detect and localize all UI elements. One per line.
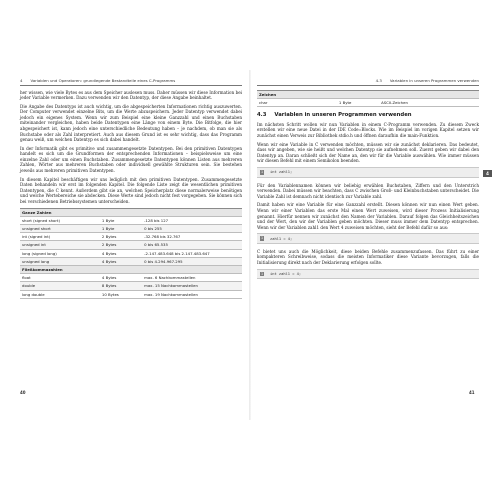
right-paragraph-1: Im nächsten Schritt wollen wir nun Variablen in einem C-Programm verwenden. Zu diesem Zweck erstellen wir eine neue Datei in der IDE Code::Blocks. Wie im Beispiel im vorigen Kapitel setzen wir zunächst einen Verweis zur Bibliothek stdio.h und öffnen daraufhin die main-Funktion. — [257, 121, 479, 138]
table-row: double 8 Bytes max. 15 Nachkommastellen — [20, 282, 242, 290]
datatype-table — [20, 208, 242, 299]
table-row: unsigned int 2 Bytes 0 bis 65.535 — [20, 241, 242, 249]
right-header-section: 4.3 — [375, 78, 382, 83]
code-listing-1 — [257, 167, 479, 178]
char-table — [257, 90, 479, 107]
table-row: long (signed long) 4 Bytes -2.147.483.648 bis 2.147.483.647 — [20, 249, 242, 257]
left-paragraph-1: her wissen, wie viele Bytes es aus dem Speicher auslesen muss. Daher müssen wir diese Information bei jeder Variable vermerken. Dazu verwenden wir den Datentyp, der diese Angabe beinhaltet. — [20, 89, 242, 101]
left-paragraph-3: In der Informatik gibt es primitive und zusammengesetzte Datentypen. Bei den primitiven Datentypen handelt es sich um die Grundformen der entsprechenden Informationen – beispielsweise um eine einzelne Zahl oder um einen Buchstaben. Zusammengesetzte Datentypen können Listen aus mehreren Zahlen, Wörter aus mehreren Buchstaben oder individuell gewählte Strukturen sein. Sie bestehen jeweils aus mehreren primitiven Datentypen. — [20, 145, 242, 173]
listing-line-number: 1 — [261, 236, 263, 241]
table-row: float 4 Bytes max. 6 Nachkommastellen — [20, 274, 242, 282]
section-title: Variablen in unseren Programmen verwenden — [274, 111, 412, 118]
left-header-chapter: 4 — [20, 78, 23, 83]
right-page — [257, 78, 479, 410]
left-page — [20, 78, 242, 410]
left-paragraph-4: In diesem Kapitel beschäftigen wir uns lediglich mit den primitiven Datentypen. Zusammengesetzte Daten behandeln wir erst im folgenden Kapitel. Die folgende Liste zeigt die wesentlichen primitiven Datentypen, die C kennt. Außerdem gibt sie an, welchen Speicherplatz diese normalerweise benötigen und welche Wertebereiche sie abdecken. Diese Werte sind jedoch nicht fest vorgegeben. Sie können sich bei verschiedenen Betriebssystemen unterscheiden. — [20, 176, 242, 204]
table-row: unsigned long 4 Bytes 0 bis 4.294.967.295 — [20, 257, 242, 265]
code-text: int zahl1 = 4; — [270, 271, 302, 276]
left-page-number: 40 — [20, 390, 26, 395]
table-section-header: Zeichen — [257, 90, 479, 98]
code-text: int zahl1; — [270, 170, 293, 175]
left-header-title: Variablen und Operatoren: grundlegende Bestandteile eines C-Programms — [30, 78, 176, 83]
table-row: long double 10 Bytes max. 19 Nachkommastellen — [20, 290, 242, 298]
table-section-header: Fließkommazahlen — [20, 265, 242, 273]
code-text: zahl1 = 4; — [270, 236, 293, 241]
section-heading — [257, 112, 479, 118]
right-header-title: Variablen in unseren Programmen verwenden — [389, 78, 479, 83]
code-listing-2 — [257, 233, 479, 244]
table-row: char 1 Byte ASCII-Zeichen — [257, 98, 479, 106]
right-running-header — [257, 78, 479, 86]
listing-line-number: 1 — [261, 271, 263, 276]
table-row: short (signed short) 1 Byte -128 bis 127 — [20, 216, 242, 224]
right-paragraph-5: C bietet uns auch die Möglichkeit, diese beiden Befehle zusammenzufassen. Das führt zu einer kompakteren Schreibweise, sodass die meisten Informatiker diese Variante bevorzugen, falls die Initialisierung direkt nach der Deklarierung erfolgen sollte. — [257, 248, 479, 265]
chapter-thumb-index: 4 — [483, 170, 492, 177]
section-number: 4.3 — [257, 111, 267, 118]
left-running-header — [20, 78, 242, 86]
right-paragraph-3: Für den Variablennamen können wir beliebig erwählen Buchstaben, Ziffern und den Unterstrich verwenden. Dabei müssen wir beachten, dass C zwischen Groß- und Kleinbuchstaben unterscheidet. Die Variable Zahl ist demnach nicht identisch zur Variable zahl. — [257, 182, 479, 199]
right-page-number: 41 — [469, 390, 475, 395]
listing-line-number: 1 — [261, 170, 263, 175]
table-section-header: Ganze Zahlen — [20, 208, 242, 216]
left-paragraph-2: Die Angabe des Datentyps ist auch wichtig, um die abgespeicherten Informationen richtig auszuwerten. Der Computer verwendet einzelne Bits, um die Werte abzuspeichern. Jeder Datentyp verwendet dabei jedoch ein eigenes System. Wenn wir zum Beispiel eine kleine Ganzzahl und einen Buchstaben miteinander vergleichen, haben beide Datentypen eine Länge von einem Byte. Die Bitfolge, die hier abgespeichert ist, kann jedoch eine unterschiedliche Bedeutung haben – je nachdem, ob man sie als Buchstabe oder als Zahl interpretiert. Auch aus diesem Grund ist es sehr wichtig, dass das Programm genau weiß, um welchen Datentyp es sich dabei handelt. — [20, 103, 242, 143]
right-paragraph-4: Damit haben wir eine Variable für eine Ganzzahl erstellt. Diesen können wir nun einen Wert geben. Wenn wir einer Variablen das erste Mal einen Wert zuweisen, wird dieser Prozess Initialisierung genannt. Hierfür nennen wir zunächst den Namen der Variablen. Darauf folgen das Gleichheitszeichen und der Wert, den wir der Variablen geben möchten. Dieser muss immer dem Datentyp entsprechen. Wenn wir der Variablen zahl1 den Wert 4 zuweisen möchten, sieht der Befehl dafür so aus: — [257, 202, 479, 230]
table-row: unsigned short 1 Byte 0 bis 255 — [20, 225, 242, 233]
table-row: int (signed int) 2 Bytes -32.768 bis 32.767 — [20, 233, 242, 241]
code-listing-3 — [257, 269, 479, 280]
book-gutter — [249, 70, 251, 420]
right-paragraph-2: Wenn wir eine Variable in C verwenden möchten, müssen wir sie zunächst deklarieren. Das bedeutet, dass wir angeben, wie sie heißt und welchen Datentyp sie aufnehmen soll. Zuerst geben wir dabei den Datentyp an. Daran schließt sich der Name an, den wir für die Variable auswählen. Wie immer müssen wir diesen Befehl mit einem Semikolon beenden. — [257, 141, 479, 164]
